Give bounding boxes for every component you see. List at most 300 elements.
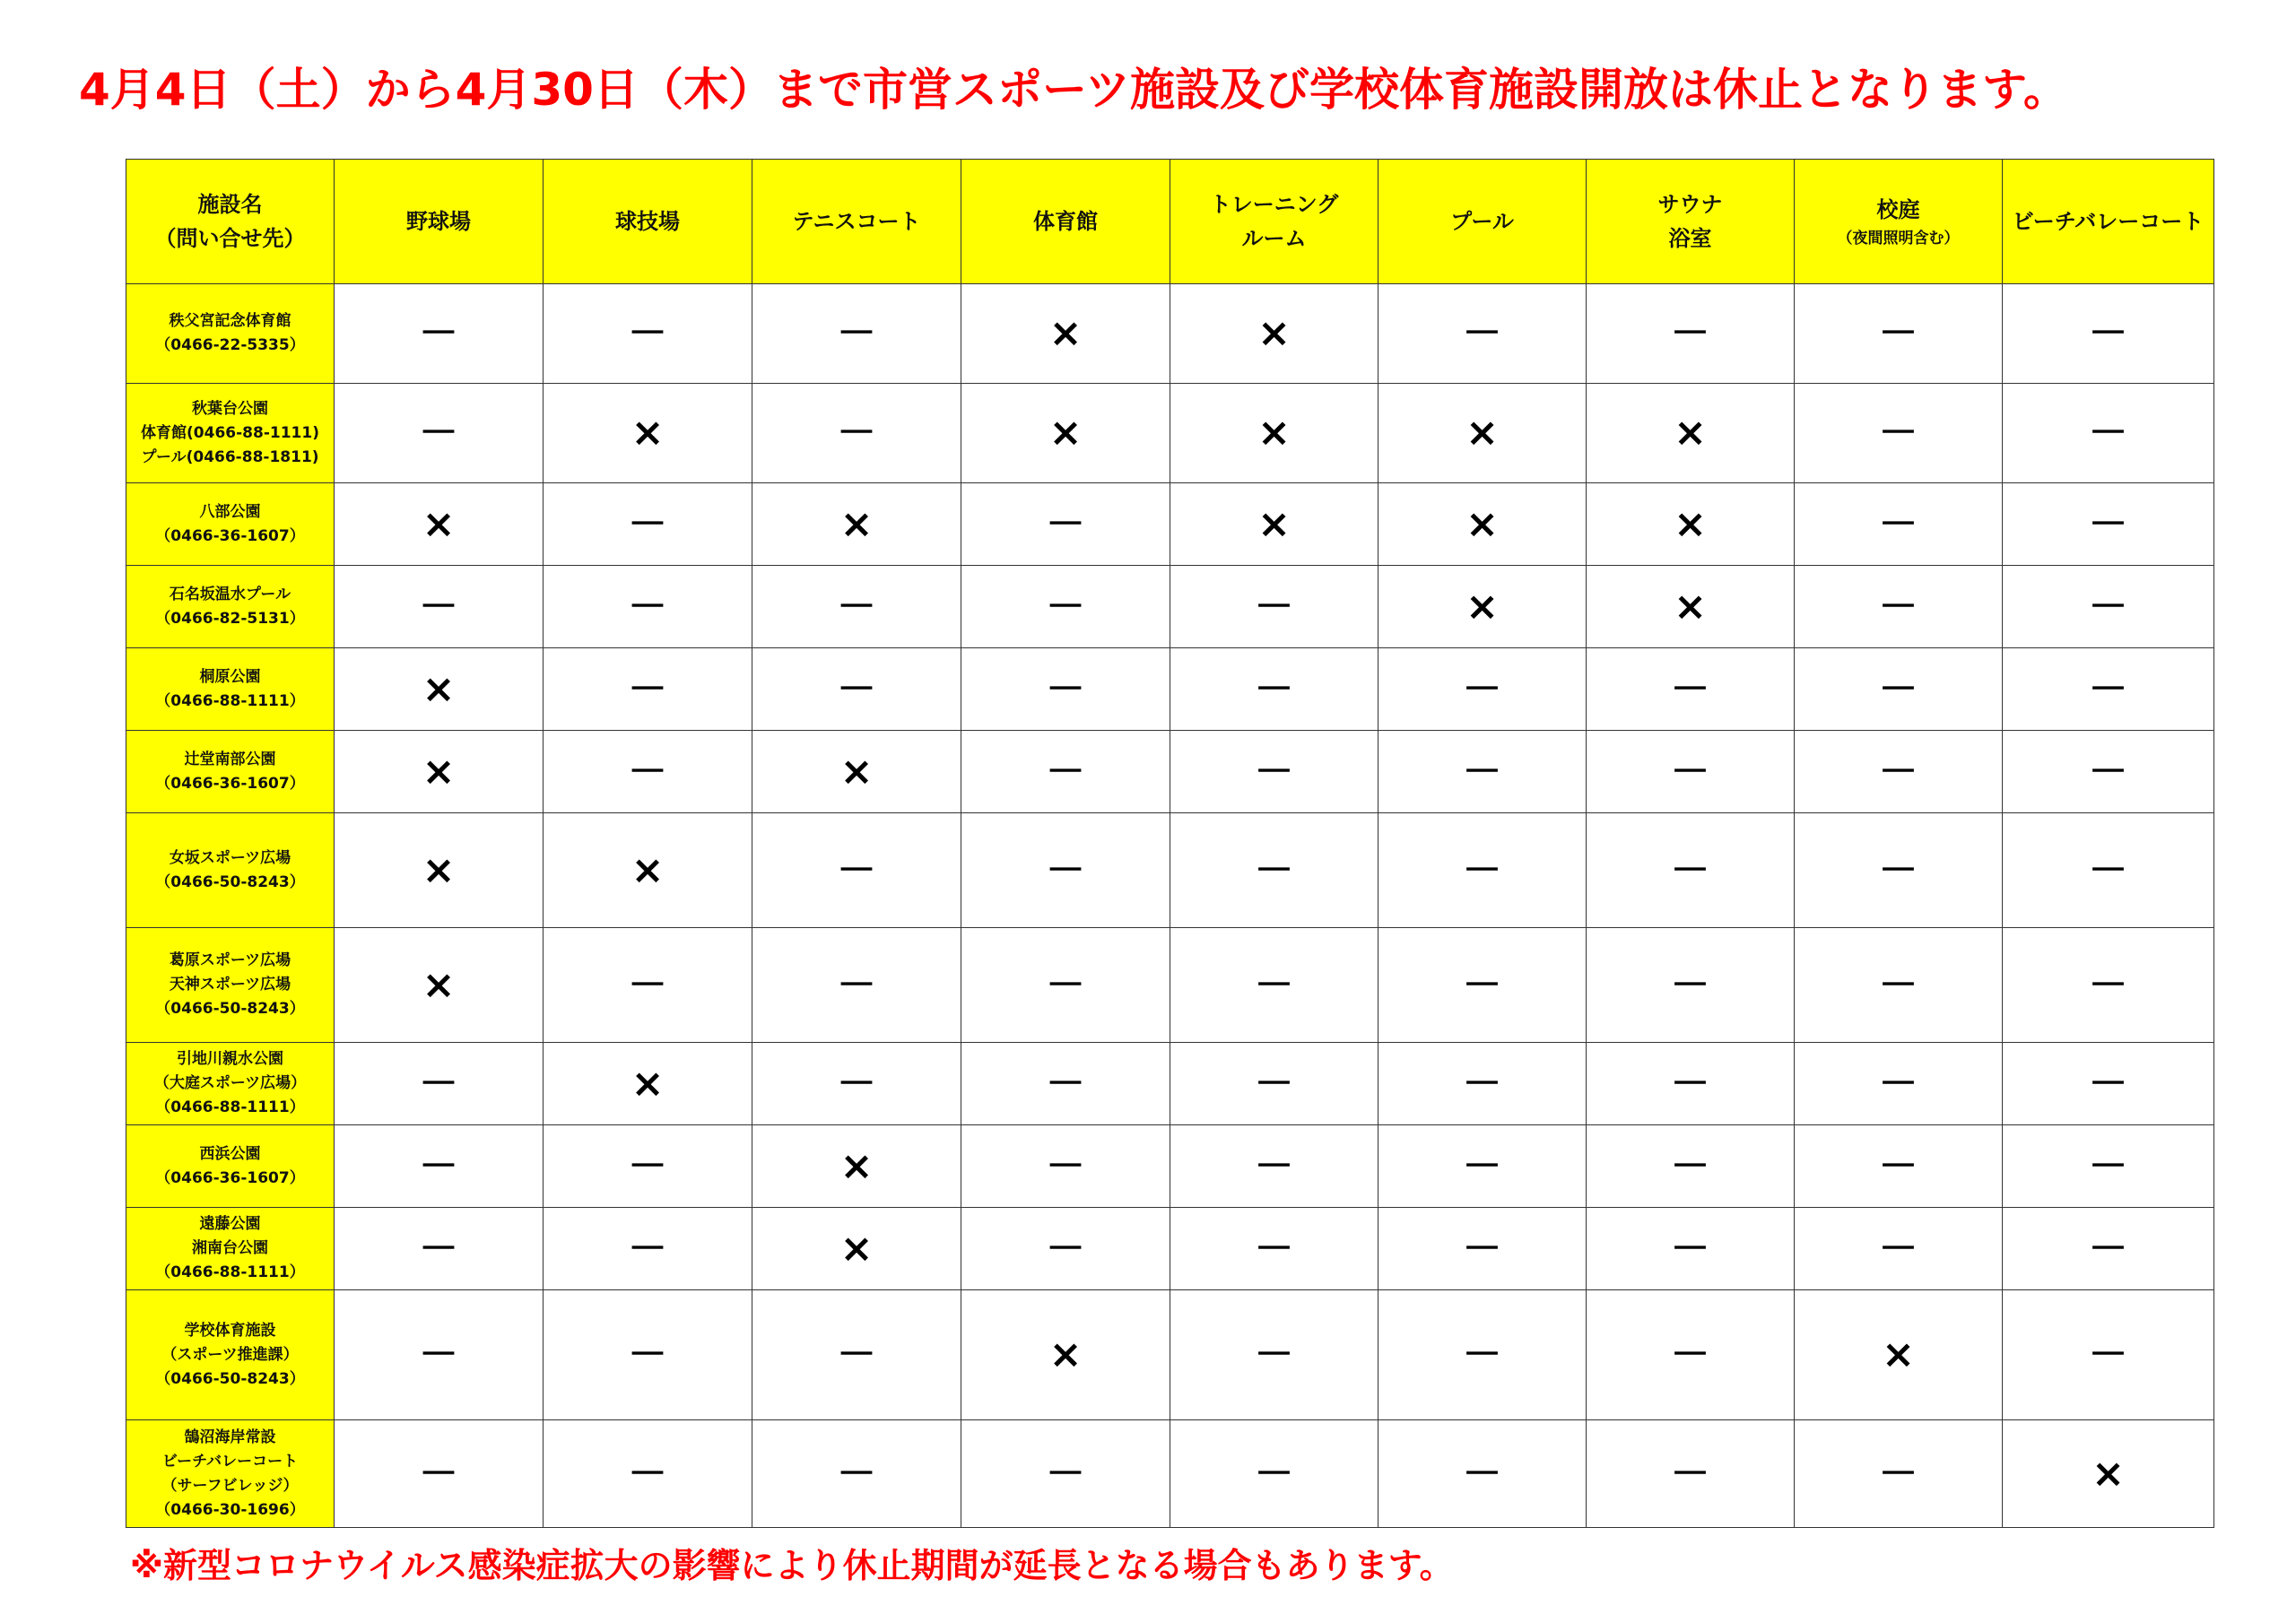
status-cell — [752, 384, 961, 483]
status-cell — [335, 1208, 544, 1290]
table-header-row — [126, 160, 2214, 284]
status-cell — [1378, 566, 1587, 648]
header-col-5 — [1378, 160, 1587, 284]
header-col-6 — [1587, 160, 1795, 284]
status-cell — [2003, 731, 2214, 813]
not-applicable-mark: － — [1670, 961, 1710, 1008]
not-applicable-mark: － — [2088, 1142, 2128, 1189]
status-cell — [1170, 384, 1378, 483]
closed-mark: × — [422, 500, 456, 547]
not-applicable-mark: － — [628, 310, 667, 356]
status-cell — [1378, 1208, 1587, 1290]
status-cell — [752, 284, 961, 384]
status-cell — [2003, 928, 2214, 1043]
not-applicable-mark: － — [1254, 1060, 1294, 1107]
status-cell — [544, 566, 752, 648]
not-applicable-mark: － — [419, 1225, 458, 1271]
status-cell — [1170, 1043, 1378, 1125]
status-cell — [2003, 648, 2214, 731]
not-applicable-mark: － — [1462, 748, 1502, 794]
not-applicable-mark: － — [1878, 310, 1918, 356]
closed-mark: × — [839, 1225, 874, 1271]
not-applicable-mark: － — [1878, 748, 1918, 794]
not-applicable-mark: － — [1046, 1060, 1085, 1107]
not-applicable-mark: － — [628, 1225, 667, 1271]
facility-line: 西浜公園 — [199, 1144, 261, 1163]
status-cell — [1795, 731, 2003, 813]
not-applicable-mark: － — [1462, 1060, 1502, 1107]
status-cell — [544, 483, 752, 566]
status-cell — [1795, 566, 2003, 648]
not-applicable-mark: － — [1878, 1450, 1918, 1497]
closed-mark: × — [2092, 1450, 2125, 1497]
status-cell — [544, 1290, 752, 1420]
status-cell — [1795, 284, 2003, 384]
closed-mark: × — [422, 961, 456, 1008]
not-applicable-mark: － — [1670, 1060, 1710, 1107]
status-cell — [1587, 1043, 1795, 1125]
facility-line: 天神スポーツ広場 — [169, 976, 291, 994]
status-cell — [752, 648, 961, 731]
not-applicable-mark: － — [2088, 1225, 2128, 1271]
not-applicable-mark: － — [837, 961, 876, 1008]
status-cell — [1378, 1290, 1587, 1420]
not-applicable-mark: － — [1670, 1332, 1710, 1377]
closed-mark: × — [422, 665, 456, 712]
status-cell — [1587, 813, 1795, 928]
status-cell — [1170, 1208, 1378, 1290]
status-cell — [1170, 566, 1378, 648]
closed-mark: × — [631, 846, 665, 893]
closed-mark: × — [1048, 410, 1083, 456]
header-facility-label: 施設名 — [197, 192, 263, 217]
table-row — [126, 284, 2214, 384]
header-col-label: 野球場 — [406, 209, 471, 234]
status-cell — [1378, 284, 1587, 384]
table-row — [126, 731, 2214, 813]
not-applicable-mark: － — [1878, 665, 1918, 712]
status-cell — [335, 928, 544, 1043]
status-cell — [1378, 384, 1587, 483]
header-col-label: 校庭 — [1876, 197, 1920, 222]
not-applicable-mark: － — [1462, 846, 1502, 893]
not-applicable-mark: － — [1254, 748, 1294, 794]
status-cell — [2003, 284, 2214, 384]
status-cell — [752, 813, 961, 928]
status-cell — [2003, 1290, 2214, 1420]
facility-cell — [126, 1420, 335, 1528]
closed-mark: × — [1674, 500, 1707, 547]
closed-mark: × — [839, 1142, 874, 1189]
header-col-sublabel: （夜間照明含む） — [1837, 230, 1960, 247]
status-cell — [1587, 731, 1795, 813]
facility-line: 葛原スポーツ広場 — [169, 951, 291, 969]
status-cell — [2003, 384, 2214, 483]
facility-line: （0466-82-5131） — [155, 609, 305, 628]
status-cell — [544, 813, 752, 928]
header-col-label: 体育館 — [1033, 209, 1098, 234]
not-applicable-mark: － — [1254, 1225, 1294, 1271]
status-cell — [1170, 1290, 1378, 1420]
status-cell — [961, 1420, 1170, 1528]
closed-mark: × — [1048, 1332, 1083, 1377]
status-cell — [1587, 1208, 1795, 1290]
facility-line: （0466-88-1111） — [155, 691, 305, 710]
not-applicable-mark: － — [1462, 1225, 1502, 1271]
status-cell — [1587, 1125, 1795, 1208]
status-cell — [961, 284, 1170, 384]
closed-mark: × — [422, 846, 456, 893]
facility-line: （0466-50-8243） — [155, 1000, 305, 1018]
not-applicable-mark: － — [1254, 1332, 1294, 1377]
not-applicable-mark: － — [1670, 665, 1710, 712]
table-row — [126, 384, 2214, 483]
status-cell — [2003, 566, 2214, 648]
not-applicable-mark: － — [1462, 1332, 1502, 1377]
not-applicable-mark: － — [1254, 961, 1294, 1008]
not-applicable-mark: － — [419, 1450, 458, 1497]
not-applicable-mark: － — [2088, 583, 2128, 629]
table-row — [126, 928, 2214, 1043]
status-cell — [1587, 483, 1795, 566]
facility-line: 女坂スポーツ広場 — [169, 848, 291, 867]
not-applicable-mark: － — [1670, 846, 1710, 893]
not-applicable-mark: － — [1670, 748, 1710, 794]
not-applicable-mark: － — [837, 1450, 876, 1497]
facility-cell — [126, 284, 335, 384]
status-cell — [752, 1208, 961, 1290]
closed-mark: × — [1048, 310, 1083, 356]
status-cell — [1378, 483, 1587, 566]
status-cell — [1795, 1208, 2003, 1290]
status-cell — [1170, 731, 1378, 813]
status-cell — [544, 1043, 752, 1125]
facility-line: （0466-50-8243） — [155, 872, 305, 891]
not-applicable-mark: － — [419, 1142, 458, 1189]
status-cell — [1378, 731, 1587, 813]
page-title: 4月4日（土）から4月30日（木）まで市営スポーツ施設及び学校体育施設開放は休止となります。 — [79, 64, 2068, 116]
facility-line: 辻堂南部公園 — [184, 750, 276, 768]
status-cell — [1795, 813, 2003, 928]
status-cell — [335, 284, 544, 384]
facility-line: 八部公園 — [199, 502, 261, 521]
status-cell — [1795, 648, 2003, 731]
status-cell — [961, 384, 1170, 483]
status-cell — [1378, 928, 1587, 1043]
table-row — [126, 648, 2214, 731]
not-applicable-mark: － — [2088, 410, 2128, 456]
status-cell — [1795, 928, 2003, 1043]
not-applicable-mark: － — [837, 310, 876, 356]
status-cell — [335, 1290, 544, 1420]
status-cell — [544, 648, 752, 731]
not-applicable-mark: － — [628, 1450, 667, 1497]
table-row — [126, 1043, 2214, 1125]
status-cell — [1795, 483, 2003, 566]
status-cell — [1170, 1125, 1378, 1208]
not-applicable-mark: － — [628, 1332, 667, 1377]
header-col-label: ビーチバレーコート — [2012, 209, 2205, 234]
status-cell — [1795, 1420, 2003, 1528]
not-applicable-mark: － — [1670, 310, 1710, 356]
table-body — [126, 284, 2214, 1528]
header-facility-contact-label: （問い合せ先） — [154, 226, 306, 251]
status-cell — [544, 731, 752, 813]
status-cell — [335, 1420, 544, 1528]
status-cell — [961, 1290, 1170, 1420]
not-applicable-mark: － — [419, 410, 458, 456]
header-col-label: プール — [1450, 209, 1514, 234]
status-cell — [752, 1420, 961, 1528]
not-applicable-mark: － — [1462, 310, 1502, 356]
header-col-3 — [961, 160, 1170, 284]
not-applicable-mark: － — [419, 583, 458, 629]
facility-line: プール(0466-88-1811) — [141, 447, 319, 466]
closed-mark: × — [839, 500, 874, 547]
status-cell — [1587, 648, 1795, 731]
facility-line: （0466-88-1111） — [155, 1263, 305, 1281]
not-applicable-mark: － — [1670, 1225, 1710, 1271]
not-applicable-mark: － — [1254, 583, 1294, 629]
facility-cell — [126, 1208, 335, 1290]
header-col-label: トレーニング — [1209, 192, 1339, 217]
status-cell — [1587, 566, 1795, 648]
facility-cell — [126, 384, 335, 483]
facility-cell — [126, 813, 335, 928]
facility-line: 秩父宮記念体育館 — [169, 312, 291, 330]
status-cell — [1170, 928, 1378, 1043]
facility-line: （0466-36-1607） — [155, 774, 305, 793]
not-applicable-mark: － — [2088, 961, 2128, 1008]
status-cell — [1587, 284, 1795, 384]
not-applicable-mark: － — [1462, 1142, 1502, 1189]
closed-mark: × — [1882, 1332, 1915, 1377]
not-applicable-mark: － — [1046, 665, 1085, 712]
status-cell — [2003, 1125, 2214, 1208]
not-applicable-mark: － — [1046, 961, 1085, 1008]
facility-line: 体育館(0466-88-1111) — [141, 423, 319, 442]
facility-line: （大庭スポーツ広場） — [153, 1074, 307, 1092]
status-cell — [752, 1043, 961, 1125]
facility-line: 秋葉台公園 — [192, 399, 268, 418]
not-applicable-mark: － — [1670, 1142, 1710, 1189]
table-row — [126, 1208, 2214, 1290]
status-cell — [1170, 813, 1378, 928]
header-col-sublabel: 浴室 — [1668, 226, 1712, 251]
status-cell — [1378, 1125, 1587, 1208]
table-row — [126, 483, 2214, 566]
not-applicable-mark: － — [2088, 665, 2128, 712]
closed-mark: × — [422, 748, 456, 794]
status-cell — [2003, 1043, 2214, 1125]
status-cell — [752, 731, 961, 813]
not-applicable-mark: － — [1878, 500, 1918, 547]
status-cell — [961, 1125, 1170, 1208]
not-applicable-mark: － — [1254, 1142, 1294, 1189]
not-applicable-mark: － — [628, 748, 667, 794]
header-col-sublabel: ルーム — [1241, 226, 1307, 251]
header-col-2 — [752, 160, 961, 284]
status-cell — [752, 928, 961, 1043]
status-cell — [961, 928, 1170, 1043]
closed-mark: × — [631, 410, 665, 456]
facility-cell — [126, 1125, 335, 1208]
not-applicable-mark: － — [1878, 1225, 1918, 1271]
facility-line: （0466-30-1696） — [155, 1500, 305, 1519]
not-applicable-mark: － — [628, 500, 667, 547]
closed-mark: × — [631, 1060, 665, 1107]
not-applicable-mark: － — [1878, 410, 1918, 456]
status-cell — [1378, 813, 1587, 928]
table-row — [126, 813, 2214, 928]
status-cell — [752, 1125, 961, 1208]
not-applicable-mark: － — [1462, 961, 1502, 1008]
status-cell — [1795, 1043, 2003, 1125]
facility-line: 引地川親水公園 — [177, 1050, 283, 1068]
status-cell — [1587, 1420, 1795, 1528]
status-cell — [335, 483, 544, 566]
status-cell — [1587, 384, 1795, 483]
status-cell — [544, 1208, 752, 1290]
status-cell — [961, 1043, 1170, 1125]
table-row — [126, 1420, 2214, 1528]
header-col-1 — [544, 160, 752, 284]
not-applicable-mark: － — [1046, 1450, 1085, 1497]
status-cell — [1170, 1420, 1378, 1528]
status-cell — [335, 1043, 544, 1125]
status-cell — [1795, 1125, 2003, 1208]
status-cell — [961, 731, 1170, 813]
facility-line: 学校体育施設 — [184, 1321, 276, 1340]
not-applicable-mark: － — [1670, 1450, 1710, 1497]
facility-cell — [126, 1043, 335, 1125]
not-applicable-mark: － — [1046, 1142, 1085, 1189]
table-row — [126, 1290, 2214, 1420]
not-applicable-mark: － — [1046, 846, 1085, 893]
status-cell — [1170, 648, 1378, 731]
status-cell — [961, 566, 1170, 648]
not-applicable-mark: － — [2088, 310, 2128, 356]
not-applicable-mark: － — [2088, 500, 2128, 547]
header-col-label: テニスコート — [792, 209, 921, 234]
not-applicable-mark: － — [2088, 1060, 2128, 1107]
facility-line: （0466-50-8243） — [155, 1369, 305, 1388]
status-cell — [335, 1125, 544, 1208]
not-applicable-mark: － — [628, 961, 667, 1008]
status-cell — [335, 384, 544, 483]
status-cell — [1378, 1043, 1587, 1125]
status-cell — [752, 483, 961, 566]
status-cell — [544, 928, 752, 1043]
header-col-4 — [1170, 160, 1378, 284]
not-applicable-mark: － — [837, 1332, 876, 1377]
status-cell — [1795, 1290, 2003, 1420]
facility-line: 遠藤公園 — [199, 1215, 261, 1233]
status-cell — [335, 813, 544, 928]
status-cell — [961, 813, 1170, 928]
closed-mark: × — [1257, 500, 1291, 547]
facility-line: （サーフビレッジ） — [161, 1476, 299, 1495]
not-applicable-mark: － — [1878, 961, 1918, 1008]
closed-mark: × — [1257, 310, 1291, 356]
facility-line: ビーチバレーコート — [161, 1452, 299, 1471]
status-cell — [1170, 483, 1378, 566]
status-cell — [2003, 813, 2214, 928]
closed-mark: × — [1257, 410, 1291, 456]
not-applicable-mark: － — [1046, 500, 1085, 547]
status-cell — [335, 731, 544, 813]
facility-cell — [126, 483, 335, 566]
footnote: ※新型コロナウイルス感染症拡大の影響により休止期間が延長となる場合もあります。 — [130, 1546, 1454, 1585]
status-cell — [1170, 284, 1378, 384]
not-applicable-mark: － — [1046, 1225, 1085, 1271]
facility-line: （0466-36-1607） — [155, 526, 305, 545]
not-applicable-mark: － — [419, 1332, 458, 1377]
header-col-label: サウナ — [1657, 192, 1723, 217]
not-applicable-mark: － — [837, 410, 876, 456]
not-applicable-mark: － — [837, 846, 876, 893]
facility-cell — [126, 648, 335, 731]
not-applicable-mark: － — [1046, 748, 1085, 794]
status-cell — [961, 648, 1170, 731]
status-cell — [1378, 1420, 1587, 1528]
closed-mark: × — [1674, 410, 1707, 456]
facility-closure-table — [126, 159, 2214, 1528]
facility-cell — [126, 1290, 335, 1420]
facility-line: （0466-88-1111） — [155, 1098, 305, 1116]
facility-line: （0466-36-1607） — [155, 1168, 305, 1187]
facility-line: 石名坂温水プール — [169, 585, 291, 603]
header-col-8 — [2003, 160, 2214, 284]
closed-mark: × — [839, 748, 874, 794]
status-cell — [752, 566, 961, 648]
not-applicable-mark: － — [1878, 1142, 1918, 1189]
status-cell — [1378, 648, 1587, 731]
status-cell — [1587, 928, 1795, 1043]
closed-mark: × — [1465, 410, 1499, 456]
not-applicable-mark: － — [837, 1060, 876, 1107]
status-cell — [544, 1125, 752, 1208]
not-applicable-mark: － — [1046, 583, 1085, 629]
status-cell — [2003, 483, 2214, 566]
status-cell — [544, 1420, 752, 1528]
status-cell — [335, 566, 544, 648]
status-cell — [2003, 1420, 2214, 1528]
status-cell — [961, 483, 1170, 566]
status-cell — [752, 1290, 961, 1420]
header-col-0 — [335, 160, 544, 284]
status-cell — [2003, 1208, 2214, 1290]
not-applicable-mark: － — [628, 583, 667, 629]
facility-cell — [126, 566, 335, 648]
not-applicable-mark: － — [628, 665, 667, 712]
facility-line: 鵠沼海岸常設 — [184, 1428, 276, 1446]
closed-mark: × — [1465, 500, 1499, 547]
not-applicable-mark: － — [1878, 1060, 1918, 1107]
not-applicable-mark: － — [2088, 1332, 2128, 1377]
table-row — [126, 1125, 2214, 1208]
not-applicable-mark: － — [419, 1060, 458, 1107]
status-cell — [1587, 1290, 1795, 1420]
not-applicable-mark: － — [419, 310, 458, 356]
facility-line: 桐原公園 — [199, 667, 261, 686]
facility-line: （スポーツ推進課） — [161, 1345, 299, 1364]
not-applicable-mark: － — [1254, 846, 1294, 893]
not-applicable-mark: － — [1462, 665, 1502, 712]
not-applicable-mark: － — [1878, 846, 1918, 893]
closed-mark: × — [1465, 583, 1499, 629]
status-cell — [1795, 384, 2003, 483]
